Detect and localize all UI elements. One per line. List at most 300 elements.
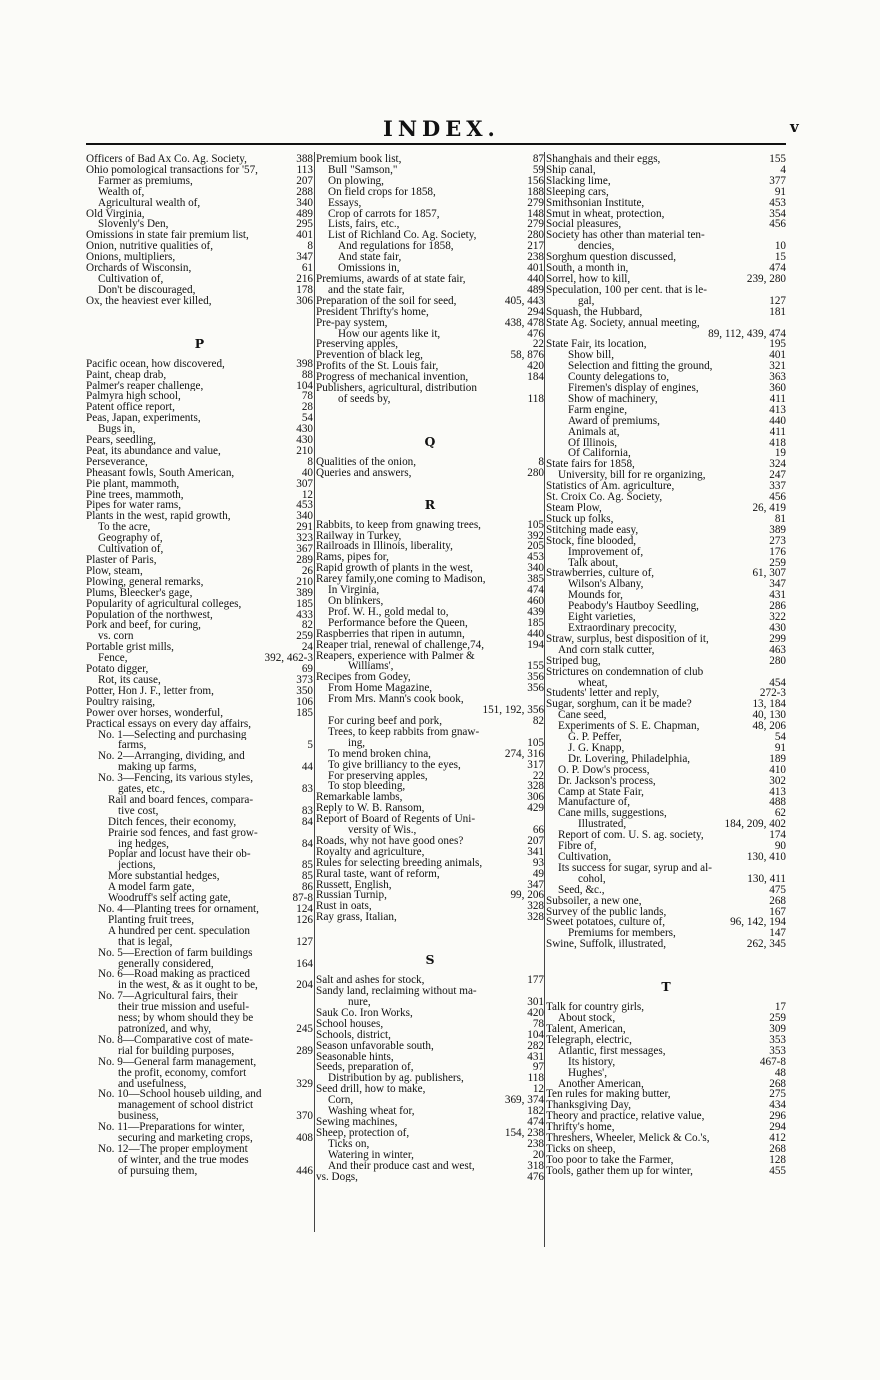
index-entry [316,1161,544,1172]
entry-text: Slovenly's Den, [98,219,169,231]
entry-page-number: 488 [769,797,786,809]
index-entry [546,787,786,798]
index-entry [316,792,544,803]
entry-page-number: 324 [769,459,786,471]
entry-page-number: 412 [769,1133,786,1144]
entry-page-number: 184, 209, 402 [724,819,786,831]
entry-page-number: 433 [296,609,313,621]
entry-text: Pie plant, mammoth, [86,478,180,490]
entry-page-number: 356 [527,672,544,684]
entry-text: Paint, cheap drab, [86,369,167,381]
index-entry [86,730,313,741]
entry-page-number: 389 [769,524,786,536]
entry-page-number: 210 [296,576,313,588]
entry-text: tive cost, [118,805,159,817]
entry-text: Rams, pipes for, [316,552,389,564]
section-gap [316,479,544,490]
entry-text: generally considered, [118,958,214,970]
index-entry [316,274,544,285]
index-entry [546,219,786,230]
index-entry [546,285,786,296]
entry-text: Potter, Hon J. F., letter from, [86,685,214,697]
index-entry [86,263,313,274]
entry-page-number: 294 [527,306,544,318]
index-entry [86,413,313,424]
index-entry [546,1100,786,1111]
entry-page-number: 194 [527,639,544,651]
entry-page-number: 274, 316 [504,748,544,760]
entry-text: Rail and board fences, compara- [108,794,254,806]
entry-text: Improvement of, [568,546,644,558]
entry-page-number: 328 [527,781,544,793]
entry-page-number: 454 [769,677,786,689]
index-entry [546,896,786,907]
index-entry [86,991,313,1002]
entry-text: Rust in oats, [316,901,372,913]
index-entry [86,948,313,959]
index-entry [86,435,313,446]
entry-page-number: 453 [296,500,313,512]
entry-page-number: 205 [527,541,544,553]
entry-text: Hughes', [568,1067,607,1079]
entry-page-number: 189 [769,753,786,765]
entry-text: nure, [348,997,371,1008]
entry-page-number: 370 [296,1111,313,1123]
entry-text: President Thrifty's home, [316,306,429,318]
index-entry [86,871,313,882]
index-entry [86,588,313,599]
index-entry [546,459,786,470]
section-letter-p: P [194,335,205,351]
entry-text: Geography of, [98,533,163,545]
section-gap [546,950,786,972]
index-entry [546,296,786,307]
entry-page-number: 106 [296,696,313,708]
entry-text: Palmer's reaper challenge, [86,380,204,392]
entry-page-number: 216 [296,273,313,285]
entry-text: Crop of carrots for 1857, [328,208,440,220]
entry-page-number: 61 [301,263,313,274]
entry-page-number: 15 [774,252,786,264]
index-entry [316,836,544,847]
index-entry [86,708,313,719]
index-entry [316,585,544,596]
entry-page-number: 430 [769,622,786,634]
index-entry [546,1089,786,1100]
index-entry [546,797,786,808]
entry-page-number: 24 [301,642,313,654]
index-entry [316,361,544,372]
index-entry [86,1122,313,1133]
entry-page-number: 288 [296,186,313,198]
index-entry [316,187,544,198]
index-entry [316,760,544,771]
entry-page-number: 12 [301,489,313,501]
entry-page-number: 167 [769,906,786,918]
entry-text: For preserving apples, [328,770,428,782]
index-entry [316,198,544,209]
entry-text: patronized, and why, [118,1023,212,1035]
entry-text: their true mission and useful- [118,1002,250,1014]
entry-page-number: 453 [527,552,544,564]
entry-page-number: 85 [301,860,313,872]
index-entry [546,852,786,863]
entry-page-number: 280 [527,230,544,242]
entry-text: dencies, [578,241,615,253]
index-entry [546,1166,786,1177]
entry-page-number: 40 [301,467,313,479]
entry-text: In Virginia, [328,585,380,596]
entry-text: and the state fair, [328,284,405,296]
entry-text: A hundred per cent. speculation [108,925,250,937]
entry-text: No. 8—Comparative cost of mate- [98,1034,254,1046]
entry-text: Planting fruit trees, [108,914,195,926]
entry-page-number: 124 [296,904,313,915]
index-entry [86,959,313,970]
index-entry [546,154,786,165]
entry-text: Pears, seedling, [86,435,156,446]
entry-text: Steam Plow, [546,503,602,514]
entry-page-number: 195 [769,339,786,351]
entry-page-number: 185 [527,617,544,629]
entry-text: Theory and practice, relative value, [546,1111,705,1123]
entry-page-number: 440 [527,273,544,285]
index-entry [316,880,544,891]
index-entry [86,522,313,533]
entry-page-number: 22 [532,770,544,782]
index-entry [546,350,786,361]
index-entry [546,252,786,263]
entry-page-number: 130, 410 [746,852,786,863]
entry-page-number: 118 [527,1073,544,1085]
entry-text: Social pleasures, [546,219,622,231]
entry-page-number: 369, 374 [504,1095,544,1107]
index-entry [546,885,786,896]
entry-text: Lists, fairs, etc., [328,219,400,231]
index-entry [546,318,786,329]
index-entry [546,176,786,187]
entry-text: Power over horses, wonderful, [86,707,224,719]
entry-text: Sleeping cars, [546,186,609,198]
entry-text: Students' letter and reply, [546,688,660,700]
index-entry [316,694,544,705]
entry-text: Reaper trial, renewal of challenge,74, [316,639,485,651]
index-entry [86,1089,313,1100]
entry-text: Stock, fine blooded, [546,535,637,547]
index-entry [86,252,313,263]
index-entry [546,165,786,176]
section-r-entries [316,520,544,924]
entry-text: County delegations to, [568,372,669,384]
entry-text: No. 10—School houseb uilding, and [98,1089,262,1101]
entry-text: To stop bleeding, [328,781,406,793]
entry-text: Peas, Japan, experiments, [86,413,201,425]
index-entry [546,841,786,852]
index-entry [546,274,786,285]
index-entry [316,541,544,552]
entry-text: Peabody's Hautboy Seedling, [568,601,699,613]
entry-text: Officers of Bad Ax Co. Ag. Society, [86,154,247,165]
entry-page-number: 259 [296,631,313,643]
entry-page-number: 245 [296,1023,313,1035]
entry-text: versity of Wis., [348,825,417,836]
entry-page-number: 127 [769,295,786,307]
entry-page-number: 307 [296,478,313,490]
index-entry [86,230,313,241]
entry-page-number: 489 [296,208,313,220]
entry-text: Profits of the St. Louis fair, [316,361,439,373]
index-entry [86,468,313,479]
entry-page-number: 19 [774,448,786,460]
entry-text: Plow, steam, [86,565,143,577]
entry-page-number: 87-8 [292,893,313,904]
entry-text: Distribution by ag. publishers, [328,1073,464,1085]
index-entry [86,1133,313,1144]
index-entry [546,492,786,503]
entry-text: Dr. Lovering, Philadelphia, [568,753,691,765]
index-entry [86,599,313,610]
entry-text: Award of premiums, [568,415,660,427]
entry-text: Premiums, awards of at state fair, [316,273,466,285]
entry-text: Striped bug, [546,655,601,667]
section-t-entries [546,1002,786,1177]
entry-text: Dr. Jackson's process, [558,775,656,787]
entry-text: Publishers, agricultural, distribution [316,383,477,394]
entry-text: Poultry raising, [86,696,155,708]
entry-page-number: 82 [301,620,313,632]
index-entry [546,536,786,547]
index-entry [316,997,544,1008]
entry-text: Potato digger, [86,664,149,675]
entry-page-number: 105 [527,519,544,531]
index-entry [546,230,786,241]
entry-page-number: 88 [301,369,313,381]
entry-text: vs. corn [98,631,134,643]
entry-text: Sugar, sorghum, can it be made? [546,699,692,711]
entry-text: No. 6—Road making as practiced [98,969,250,981]
index-entry [86,241,313,252]
section-gap [86,307,313,329]
entry-page-number: 13, 184 [752,699,786,711]
entry-text: Rural taste, want of reform, [316,868,440,880]
index-entry [86,1068,313,1079]
index-entry [86,566,313,577]
entry-page-number: 91 [774,186,786,198]
index-entry [546,678,786,689]
entry-page-number: 28 [301,402,313,414]
index-entry [546,819,786,830]
index-entry [546,907,786,918]
entry-text: Practical essays on every day affairs, [86,718,252,730]
entry-text: Firemen's display of engines, [568,383,699,394]
entry-text: Plums, Bleecker's gage, [86,587,193,599]
entry-page-number: 78 [532,1018,544,1030]
entry-page-number: 89, 112, 439, 474 [708,328,786,340]
entry-text: Raspberries that ripen in autumn, [316,628,465,640]
entry-text: making up farms, [118,762,197,774]
entry-page-number: 301 [527,997,544,1008]
index-entry [86,359,313,370]
entry-text: Farmer as premiums, [98,175,193,187]
section-letter-t: T [661,979,671,995]
index-entry [546,874,786,885]
index-entry [86,500,313,511]
entry-text: List of Richland Co. Ag. Society, [328,230,477,242]
entry-page-number: 259 [769,557,786,569]
entry-page-number: 5 [307,740,313,752]
index-entry [316,640,544,651]
entry-text: Onion, nutritive qualities of, [86,241,214,253]
entry-text: No. 7—Agricultural fairs, their [98,991,238,1003]
index-entry [316,219,544,230]
entry-page-number: 413 [769,404,786,416]
index-entry [546,568,786,579]
entry-page-number: 323 [296,533,313,545]
entry-text: Telegraph, electric, [546,1034,632,1046]
entry-page-number: 401 [296,230,313,242]
entry-page-number: 84 [301,838,313,850]
entry-page-number: 17 [774,1002,786,1014]
index-entry [86,187,313,198]
entry-text: Don't be discouraged, [98,284,196,296]
entry-text: Smut in wheat, protection, [546,208,665,220]
entry-text: State fairs for 1858, [546,459,635,471]
entry-text: Railway in Turkey, [316,530,402,542]
entry-page-number: 182 [527,1106,544,1117]
entry-page-number: 341 [527,846,544,858]
entry-text: Essays, [328,197,362,209]
index-entry [546,1035,786,1046]
entry-text: Pine trees, mammoth, [86,489,184,501]
index-entry [316,296,544,307]
entry-text: Cultivation of, [98,544,164,555]
index-column-2 [316,154,544,1182]
entry-text: Pre-pay system, [316,317,388,329]
entry-page-number: 8 [538,456,544,468]
index-entry [546,830,786,841]
index-entry [86,285,313,296]
entry-text: Railroads in Illinois, liberality, [316,541,453,553]
index-entry [546,776,786,787]
entry-page-number: 62 [774,808,786,820]
entry-page-number: 353 [769,1045,786,1057]
index-entry [86,154,313,165]
entry-page-number: 439 [527,606,544,618]
index-entry [86,784,313,795]
index-entry [86,544,313,555]
entry-page-number: 90 [774,841,786,852]
index-entry [86,219,313,230]
entry-page-number: 418 [769,437,786,449]
entry-text: Portable grist mills, [86,642,174,654]
index-entry [86,533,313,544]
index-entry [316,1095,544,1106]
index-entry [546,590,786,601]
index-entry [546,427,786,438]
index-entry [86,882,313,893]
index-entry [86,391,313,402]
index-entry [316,154,544,165]
page-header [0,112,880,142]
index-entry [546,481,786,492]
index-entry [86,165,313,176]
entry-page-number: 48, 206 [752,721,786,733]
index-entry [316,890,544,901]
index-column-1 [86,154,313,1177]
index-entry [316,716,544,727]
entry-page-number: 299 [769,633,786,645]
entry-page-number: 151, 192, 356 [482,705,544,716]
entry-page-number: 83 [301,805,313,817]
index-entry [316,1019,544,1030]
entry-text: And regulations for 1858, [338,241,454,253]
entry-page-number: 401 [527,263,544,274]
index-entry [316,912,544,923]
entry-text: Its history, [568,1056,616,1068]
entry-text: Fibre of, [558,841,597,852]
entry-text: Agricultural wealth of, [98,197,201,209]
index-entry [316,574,544,585]
entry-page-number: 280 [769,655,786,667]
index-entry [86,828,313,839]
index-column-3 [546,154,786,1177]
entry-page-number: 247 [769,470,786,482]
index-entry [546,558,786,569]
entry-page-number: 87 [532,154,544,165]
index-entry [86,631,313,642]
entry-text: cohol, [578,873,606,885]
entry-text: gal, [578,295,595,307]
index-entry [546,514,786,525]
index-entry [546,470,786,481]
index-entry [316,1062,544,1073]
index-entry [546,1155,786,1166]
index-entry [546,198,786,209]
entry-page-number: 321 [769,361,786,373]
index-entry [86,424,313,435]
index-entry [86,620,313,631]
entry-page-number: 446 [296,1165,313,1177]
entry-text: St. Croix Co. Ag. Society, [546,492,663,503]
header-rule [86,143,786,145]
entry-page-number: 118 [527,393,544,405]
entry-page-number: 97 [532,1062,544,1074]
entry-text: Ohio pomological transactions for '57, [86,164,258,176]
entry-text: Recipes from Godey, [316,672,411,684]
index-entry [86,1035,313,1046]
entry-page-number: 385 [527,574,544,586]
entry-text: Palmyra high school, [86,391,181,403]
entry-page-number: 128 [769,1154,786,1166]
index-entry [546,1111,786,1122]
entry-page-number: 22 [532,339,544,351]
index-entry [86,719,313,730]
entry-text: Talk for country girls, [546,1002,645,1014]
entry-page-number: 84 [301,816,313,828]
entry-text: Cane seed, [558,710,607,722]
entry-page-number: 176 [769,546,786,558]
entry-page-number: 430 [296,424,313,436]
index-entry [546,1068,786,1079]
index-entry [316,1106,544,1117]
entry-text: gates, etc., [118,784,166,795]
index-entry [316,339,544,350]
index-entry [546,383,786,394]
entry-text: Rapid growth of plants in the west, [316,563,473,575]
entry-page-number: 410 [769,764,786,776]
entry-text: O. P. Dow's process, [558,764,650,776]
index-entry [86,1046,313,1057]
